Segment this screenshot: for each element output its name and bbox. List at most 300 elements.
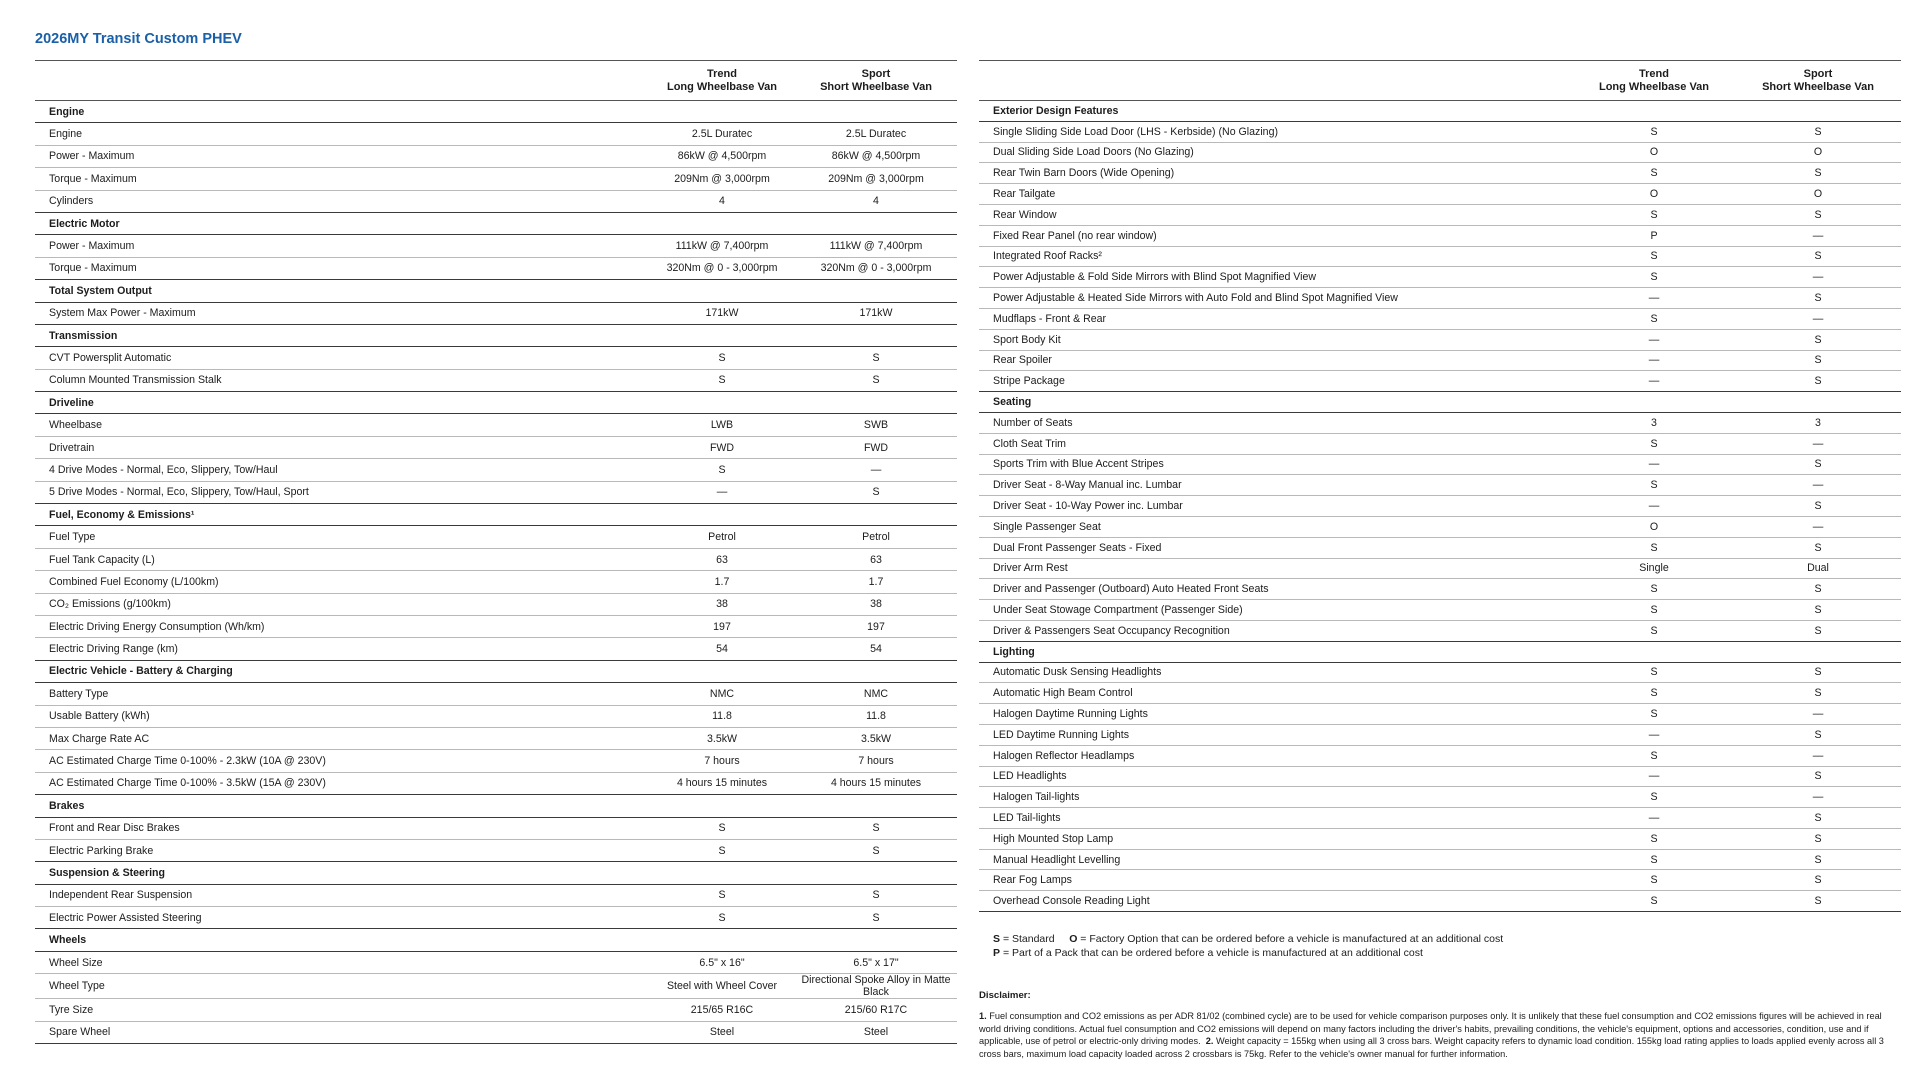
spec-label: Stripe Package <box>979 371 1573 392</box>
spec-label: Cylinders <box>35 190 649 212</box>
table-row <box>979 787 1901 808</box>
sport-value: Directional Spoke Alloy in Matte Black <box>795 974 957 999</box>
sport-value: S <box>1735 683 1901 704</box>
table-row <box>979 891 1901 912</box>
section-heading-row <box>979 392 1901 413</box>
sport-value: 4 hours 15 minutes <box>795 772 957 794</box>
spec-label: Dual Sliding Side Load Doors (No Glazing) <box>979 142 1573 163</box>
trend-value: — <box>1573 329 1735 350</box>
spec-label: Wheel Size <box>35 951 649 973</box>
header-sport: Sport Short Wheelbase Van <box>795 61 957 101</box>
sport-value: 171kW <box>795 302 957 324</box>
spec-label: Halogen Daytime Running Lights <box>979 704 1573 725</box>
table-row <box>35 436 957 458</box>
spec-label: Automatic High Beam Control <box>979 683 1573 704</box>
spec-label: Rear Twin Barn Doors (Wide Opening) <box>979 163 1573 184</box>
trend-value: — <box>649 481 795 503</box>
trend-value: 320Nm @ 0 - 3,000rpm <box>649 257 795 279</box>
sport-value: 2.5L Duratec <box>795 123 957 145</box>
table-row <box>35 190 957 212</box>
sport-value: S <box>1735 828 1901 849</box>
trend-value: S <box>1573 620 1735 641</box>
trend-value: O <box>1573 142 1735 163</box>
trend-value: FWD <box>649 436 795 458</box>
trend-value: S <box>1573 267 1735 288</box>
trend-value: S <box>1573 745 1735 766</box>
spec-label: Halogen Reflector Headlamps <box>979 745 1573 766</box>
right-spec-table <box>979 60 1901 912</box>
sport-value: — <box>1735 704 1901 725</box>
spec-label: LED Headlights <box>979 766 1573 787</box>
spec-label: 5 Drive Modes - Normal, Eco, Slippery, Tow/Haul, Sport <box>35 481 649 503</box>
section-heading-row <box>979 641 1901 662</box>
trend-value: S <box>1573 308 1735 329</box>
table-row <box>35 145 957 167</box>
sport-value: S <box>1735 600 1901 621</box>
table-row <box>979 662 1901 683</box>
trend-value: — <box>1573 371 1735 392</box>
sport-value: — <box>795 459 957 481</box>
table-row <box>35 593 957 615</box>
sport-value: S <box>795 907 957 929</box>
spec-label: Driver Seat - 10-Way Power inc. Lumbar <box>979 496 1573 517</box>
spec-label: LED Daytime Running Lights <box>979 724 1573 745</box>
table-row <box>35 727 957 749</box>
disclaimer-text: 1. Fuel consumption and CO2 emissions as per ADR 81/02 (combined cycle) are to be used for vehicle comparison purposes only. It is unlikely that these fuel consumption and CO2 emissions figures will be achieved in real world driving conditions. Actual fuel consumption and CO2 emissions will depend on many factors including the driver's habits, prevailing conditions, the vehicle's equipment, options and accessories, condition, use and if applicable, use of petrol or electric-only driving modes. 2. Weight capacity = 155kg when using all 3 cross bars. Weight capacity refers to dynamic load condition. 155kg load rating applies to loads applied evenly across all 3 cross bars, maximum load capacity loaded across 2 crossbars is 75kg. Refer to the vehicle's owner manual for further information. <box>979 1011 1884 1059</box>
spec-label: Number of Seats <box>979 412 1573 433</box>
trend-value: 38 <box>649 593 795 615</box>
table-row <box>979 496 1901 517</box>
trend-value: S <box>649 459 795 481</box>
trend-value: S <box>649 817 795 839</box>
spec-label: Tyre Size <box>35 999 649 1021</box>
table-row <box>35 705 957 727</box>
sport-value: 111kW @ 7,400rpm <box>795 235 957 257</box>
sport-value: S <box>1735 579 1901 600</box>
sport-value: S <box>1735 537 1901 558</box>
trend-value: 111kW @ 7,400rpm <box>649 235 795 257</box>
spec-label: Front and Rear Disc Brakes <box>35 817 649 839</box>
table-row <box>35 999 957 1021</box>
spec-label: CVT Powersplit Automatic <box>35 347 649 369</box>
sport-value: S <box>795 481 957 503</box>
trend-value: 11.8 <box>649 705 795 727</box>
header-blank <box>35 61 649 101</box>
table-row <box>979 163 1901 184</box>
table-row <box>979 225 1901 246</box>
sport-value: — <box>1735 225 1901 246</box>
section-heading-row <box>35 929 957 951</box>
trend-value: S <box>649 839 795 861</box>
trend-value: 7 hours <box>649 750 795 772</box>
table-row <box>979 412 1901 433</box>
section-heading-row <box>35 660 957 682</box>
trend-value: — <box>1573 454 1735 475</box>
table-row <box>979 288 1901 309</box>
trend-value: NMC <box>649 683 795 705</box>
table-row <box>979 371 1901 392</box>
section-heading: Seating <box>979 392 1901 413</box>
table-row <box>979 184 1901 205</box>
trend-value: 215/65 R16C <box>649 999 795 1021</box>
trend-value: 3 <box>1573 412 1735 433</box>
trend-value: — <box>1573 766 1735 787</box>
sport-value: S <box>1735 329 1901 350</box>
spec-label: Rear Fog Lamps <box>979 870 1573 891</box>
sport-value: S <box>1735 891 1901 912</box>
table-row <box>35 347 957 369</box>
table-row <box>35 839 957 861</box>
spec-label: Halogen Tail-lights <box>979 787 1573 808</box>
sport-value: — <box>1735 475 1901 496</box>
sport-value: 38 <box>795 593 957 615</box>
table-row <box>35 974 957 999</box>
trend-value: S <box>649 347 795 369</box>
section-heading: Total System Output <box>35 280 957 302</box>
spec-label: Driver Seat - 8-Way Manual inc. Lumbar <box>979 475 1573 496</box>
table-row <box>979 620 1901 641</box>
trend-value: S <box>1573 704 1735 725</box>
section-heading: Wheels <box>35 929 957 951</box>
spec-label: CO₂ Emissions (g/100km) <box>35 593 649 615</box>
sport-value: S <box>1735 246 1901 267</box>
table-row <box>979 433 1901 454</box>
sport-value: S <box>1735 163 1901 184</box>
spec-label: Fuel Tank Capacity (L) <box>35 548 649 570</box>
sport-value: 215/60 R17C <box>795 999 957 1021</box>
table-row <box>35 683 957 705</box>
table-header <box>35 61 957 101</box>
spec-label: Sport Body Kit <box>979 329 1573 350</box>
sport-value: S <box>1735 121 1901 142</box>
spec-label: Drivetrain <box>35 436 649 458</box>
spec-label: Max Charge Rate AC <box>35 727 649 749</box>
trend-value: S <box>1573 828 1735 849</box>
trend-value: S <box>1573 870 1735 891</box>
sport-value: S <box>795 839 957 861</box>
table-row <box>979 329 1901 350</box>
section-heading: Electric Motor <box>35 212 957 234</box>
table-row <box>979 724 1901 745</box>
disclaimer-heading: Disclaimer: <box>979 990 1031 1001</box>
table-row <box>979 828 1901 849</box>
table-row <box>35 257 957 279</box>
trend-value: 54 <box>649 638 795 660</box>
table-row <box>979 870 1901 891</box>
sport-value: 6.5" x 17" <box>795 951 957 973</box>
table-row <box>979 204 1901 225</box>
spec-label: Power - Maximum <box>35 145 649 167</box>
table-row <box>979 516 1901 537</box>
table-row <box>35 414 957 436</box>
sport-value: S <box>795 817 957 839</box>
sport-value: S <box>1735 371 1901 392</box>
spec-label: Electric Parking Brake <box>35 839 649 861</box>
trend-value: — <box>1573 808 1735 829</box>
section-heading-row <box>979 101 1901 122</box>
legend-line-1: S = Standard O = Factory Option that can be ordered before a vehicle is manufactured at an additional cost <box>993 933 1504 945</box>
trend-value: 1.7 <box>649 571 795 593</box>
header-sport: Sport Short Wheelbase Van <box>1735 61 1901 101</box>
section-heading-row <box>35 280 957 302</box>
trend-value: 171kW <box>649 302 795 324</box>
sport-value: 63 <box>795 548 957 570</box>
trend-value: Steel with Wheel Cover <box>649 974 795 999</box>
sport-value: 86kW @ 4,500rpm <box>795 145 957 167</box>
spec-label: Torque - Maximum <box>35 257 649 279</box>
spec-label: Engine <box>35 123 649 145</box>
trend-value: 4 hours 15 minutes <box>649 772 795 794</box>
table-row <box>979 704 1901 725</box>
trend-value: S <box>1573 787 1735 808</box>
trend-value: S <box>1573 600 1735 621</box>
section-heading-row <box>35 101 957 123</box>
sport-value: — <box>1735 745 1901 766</box>
trend-value: S <box>1573 204 1735 225</box>
table-row <box>35 302 957 324</box>
sport-value: Dual <box>1735 558 1901 579</box>
sport-value: O <box>1735 184 1901 205</box>
sport-value: — <box>1735 516 1901 537</box>
trend-value: S <box>1573 662 1735 683</box>
table-row <box>979 308 1901 329</box>
table-row <box>35 615 957 637</box>
table-row <box>35 884 957 906</box>
trend-value: 3.5kW <box>649 727 795 749</box>
header-trend: Trend Long Wheelbase Van <box>649 61 795 101</box>
table-row <box>35 369 957 391</box>
section-heading-row <box>35 212 957 234</box>
table-row <box>35 235 957 257</box>
trend-value: 6.5" x 16" <box>649 951 795 973</box>
table-row <box>35 526 957 548</box>
trend-value: S <box>1573 433 1735 454</box>
sport-value: Petrol <box>795 526 957 548</box>
spec-label: Integrated Roof Racks² <box>979 246 1573 267</box>
sport-value: S <box>1735 288 1901 309</box>
spec-label: AC Estimated Charge Time 0-100% - 3.5kW (15A @ 230V) <box>35 772 649 794</box>
spec-label: Dual Front Passenger Seats - Fixed <box>979 537 1573 558</box>
spec-label: Combined Fuel Economy (L/100km) <box>35 571 649 593</box>
section-heading: Fuel, Economy & Emissions¹ <box>35 504 957 526</box>
trend-value: Steel <box>649 1021 795 1043</box>
trend-value: S <box>1573 246 1735 267</box>
spec-label: Under Seat Stowage Compartment (Passenger Side) <box>979 600 1573 621</box>
table-row <box>979 142 1901 163</box>
page-title: 2026MY Transit Custom PHEV <box>35 31 242 47</box>
spec-label: Column Mounted Transmission Stalk <box>35 369 649 391</box>
table-row <box>979 454 1901 475</box>
table-row <box>35 907 957 929</box>
table-row <box>35 548 957 570</box>
trend-value: Petrol <box>649 526 795 548</box>
table-row <box>979 537 1901 558</box>
trend-value: S <box>1573 121 1735 142</box>
table-row <box>979 683 1901 704</box>
trend-value: 209Nm @ 3,000rpm <box>649 168 795 190</box>
trend-value: — <box>1573 350 1735 371</box>
spec-label: Driver & Passengers Seat Occupancy Recognition <box>979 620 1573 641</box>
sport-value: S <box>1735 662 1901 683</box>
section-heading: Lighting <box>979 641 1901 662</box>
section-heading: Suspension & Steering <box>35 862 957 884</box>
section-heading: Exterior Design Features <box>979 101 1901 122</box>
table-row <box>35 1021 957 1043</box>
section-heading: Driveline <box>35 392 957 414</box>
trend-value: 86kW @ 4,500rpm <box>649 145 795 167</box>
table-row <box>35 123 957 145</box>
spec-label: Electric Driving Energy Consumption (Wh/km) <box>35 615 649 637</box>
spec-label: Independent Rear Suspension <box>35 884 649 906</box>
disclaimer <box>979 990 1901 1060</box>
sport-value: S <box>795 347 957 369</box>
legend <box>993 932 1503 960</box>
sport-value: 3.5kW <box>795 727 957 749</box>
spec-label: Power Adjustable & Heated Side Mirrors with Auto Fold and Blind Spot Magnified View <box>979 288 1573 309</box>
sport-value: 1.7 <box>795 571 957 593</box>
trend-value: S <box>1573 163 1735 184</box>
trend-value: — <box>1573 496 1735 517</box>
trend-value: O <box>1573 184 1735 205</box>
sport-value: NMC <box>795 683 957 705</box>
section-heading-row <box>35 324 957 346</box>
sport-value: 209Nm @ 3,000rpm <box>795 168 957 190</box>
table-row <box>979 121 1901 142</box>
legend-line-2: P = Part of a Pack that can be ordered before a vehicle is manufactured at an additional cost <box>993 947 1423 959</box>
spec-label: Wheelbase <box>35 414 649 436</box>
table-header <box>979 61 1901 101</box>
table-row <box>979 558 1901 579</box>
sport-value: O <box>1735 142 1901 163</box>
table-row <box>979 350 1901 371</box>
spec-label: Sports Trim with Blue Accent Stripes <box>979 454 1573 475</box>
section-heading-row <box>35 862 957 884</box>
sport-value: 3 <box>1735 412 1901 433</box>
spec-label: Battery Type <box>35 683 649 705</box>
trend-value: 63 <box>649 548 795 570</box>
spec-label: System Max Power - Maximum <box>35 302 649 324</box>
sport-value: S <box>1735 496 1901 517</box>
spec-label: Fixed Rear Panel (no rear window) <box>979 225 1573 246</box>
trend-value: S <box>1573 891 1735 912</box>
spec-label: Driver and Passenger (Outboard) Auto Heated Front Seats <box>979 579 1573 600</box>
trend-value: LWB <box>649 414 795 436</box>
spec-label: Rear Window <box>979 204 1573 225</box>
trend-value: S <box>1573 537 1735 558</box>
spec-label: Mudflaps - Front & Rear <box>979 308 1573 329</box>
sport-value: — <box>1735 787 1901 808</box>
section-heading: Transmission <box>35 324 957 346</box>
table-row <box>35 817 957 839</box>
left-spec-table <box>35 60 957 1044</box>
section-heading-row <box>35 392 957 414</box>
table-row <box>979 849 1901 870</box>
table-row <box>35 750 957 772</box>
table-row <box>979 766 1901 787</box>
sport-value: S <box>1735 204 1901 225</box>
sport-value: S <box>1735 870 1901 891</box>
table-row <box>979 579 1901 600</box>
sport-value: — <box>1735 308 1901 329</box>
table-row <box>35 459 957 481</box>
section-heading: Brakes <box>35 795 957 817</box>
spec-label: Spare Wheel <box>35 1021 649 1043</box>
sport-value: 320Nm @ 0 - 3,000rpm <box>795 257 957 279</box>
sport-value: S <box>795 884 957 906</box>
sport-value: 7 hours <box>795 750 957 772</box>
trend-value: 4 <box>649 190 795 212</box>
section-heading-row <box>35 504 957 526</box>
trend-value: S <box>1573 475 1735 496</box>
spec-label: Driver Arm Rest <box>979 558 1573 579</box>
spec-label: High Mounted Stop Lamp <box>979 828 1573 849</box>
trend-value: S <box>649 369 795 391</box>
spec-label: Power - Maximum <box>35 235 649 257</box>
trend-value: S <box>649 907 795 929</box>
table-row <box>979 246 1901 267</box>
sport-value: 54 <box>795 638 957 660</box>
sport-value: — <box>1735 433 1901 454</box>
spec-label: Rear Tailgate <box>979 184 1573 205</box>
header-trend: Trend Long Wheelbase Van <box>1573 61 1735 101</box>
trend-value: O <box>1573 516 1735 537</box>
trend-value: — <box>1573 288 1735 309</box>
table-row <box>35 571 957 593</box>
sport-value: S <box>795 369 957 391</box>
spec-label: Manual Headlight Levelling <box>979 849 1573 870</box>
spec-label: Rear Spoiler <box>979 350 1573 371</box>
trend-value: 2.5L Duratec <box>649 123 795 145</box>
spec-label: LED Tail-lights <box>979 808 1573 829</box>
table-row <box>979 600 1901 621</box>
trend-value: P <box>1573 225 1735 246</box>
header-blank <box>979 61 1573 101</box>
trend-value: S <box>649 884 795 906</box>
sport-value: S <box>1735 724 1901 745</box>
trend-value: S <box>1573 849 1735 870</box>
spec-label: Single Passenger Seat <box>979 516 1573 537</box>
spec-label: Cloth Seat Trim <box>979 433 1573 454</box>
sport-value: Steel <box>795 1021 957 1043</box>
sport-value: SWB <box>795 414 957 436</box>
spec-label: Single Sliding Side Load Door (LHS - Kerbside) (No Glazing) <box>979 121 1573 142</box>
table-row <box>35 481 957 503</box>
spec-label: Torque - Maximum <box>35 168 649 190</box>
table-row <box>35 168 957 190</box>
sport-value: S <box>1735 620 1901 641</box>
table-row <box>979 267 1901 288</box>
sport-value: S <box>1735 350 1901 371</box>
sport-value: S <box>1735 454 1901 475</box>
sport-value: — <box>1735 267 1901 288</box>
section-heading-row <box>35 795 957 817</box>
spec-label: Usable Battery (kWh) <box>35 705 649 727</box>
table-row <box>35 638 957 660</box>
spec-label: Electric Power Assisted Steering <box>35 907 649 929</box>
sport-value: 11.8 <box>795 705 957 727</box>
spec-label: Power Adjustable & Fold Side Mirrors with Blind Spot Magnified View <box>979 267 1573 288</box>
spec-label: Wheel Type <box>35 974 649 999</box>
sport-value: FWD <box>795 436 957 458</box>
table-row <box>979 808 1901 829</box>
sport-value: S <box>1735 849 1901 870</box>
spec-label: Electric Driving Range (km) <box>35 638 649 660</box>
sport-value: S <box>1735 808 1901 829</box>
table-row <box>979 475 1901 496</box>
trend-value: Single <box>1573 558 1735 579</box>
spec-label: Fuel Type <box>35 526 649 548</box>
table-row <box>979 745 1901 766</box>
